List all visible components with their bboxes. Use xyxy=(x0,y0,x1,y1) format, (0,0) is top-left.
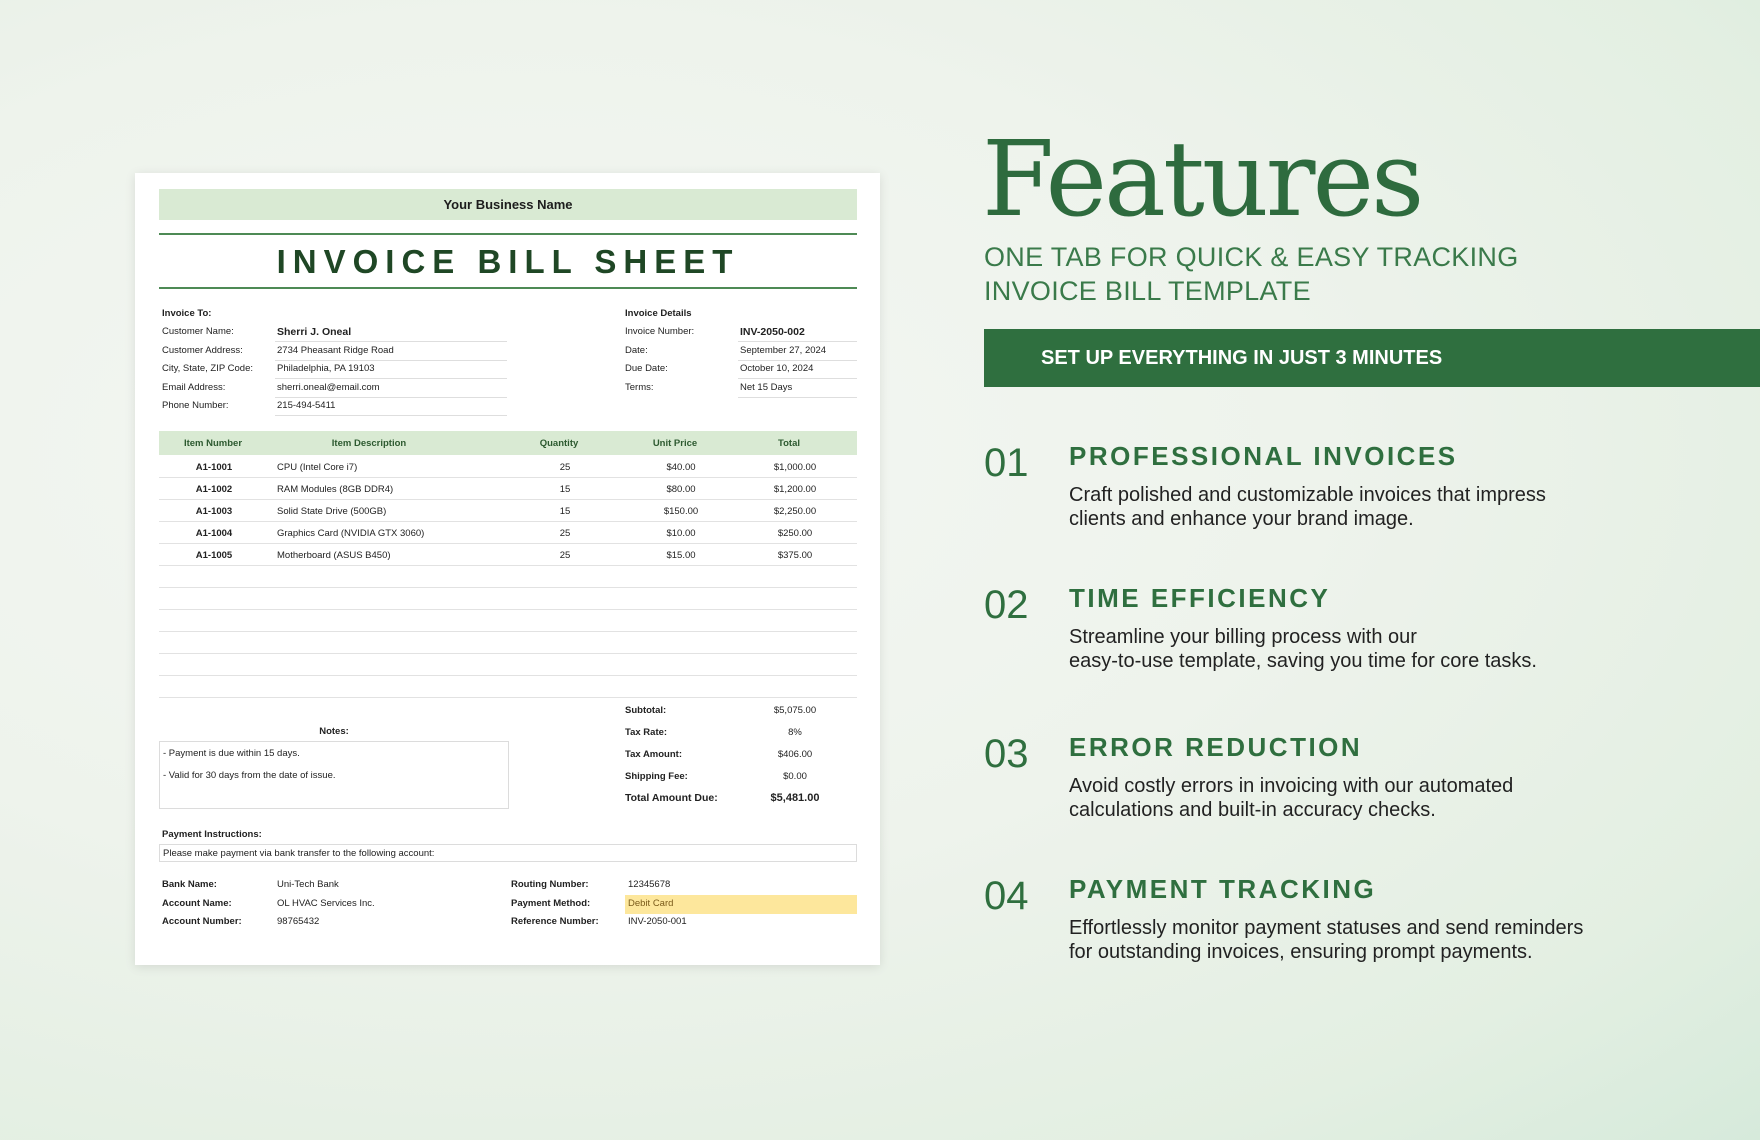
table-row-line xyxy=(159,675,857,676)
email-label: Email Address: xyxy=(162,382,226,393)
table-cell: A1-1003 xyxy=(195,506,233,517)
city-label: City, State, ZIP Code: xyxy=(162,363,253,374)
feature-heading: PAYMENT TRACKING xyxy=(1069,874,1377,904)
feature-number: 04 xyxy=(984,874,1029,918)
terms-value: Net 15 Days xyxy=(740,382,793,393)
feature-description: Effortlessly monitor payment statuses and send reminders xyxy=(1069,917,1584,939)
col-description: Item Description xyxy=(331,438,407,449)
table-cell: A1-1001 xyxy=(195,462,233,473)
field-underline xyxy=(275,341,507,342)
note-line: - Valid for 30 days from the date of issue. xyxy=(163,770,336,781)
customer-address-value: 2734 Pheasant Ridge Road xyxy=(277,345,394,356)
customer-name-label: Customer Name: xyxy=(162,326,234,337)
col-item-number: Item Number xyxy=(183,438,243,449)
feature-description: easy-to-use template, saving you time for core tasks. xyxy=(1069,650,1537,672)
table-cell: $40.00 xyxy=(666,462,696,473)
table-row-line xyxy=(159,631,857,632)
phone-value: 215-494-5411 xyxy=(277,400,336,411)
table-cell: CPU (Intel Core i7) xyxy=(277,462,358,473)
note-line: - Payment is due within 15 days. xyxy=(163,748,300,759)
account-number-label: Account Number: xyxy=(162,916,242,927)
table-cell: $15.00 xyxy=(666,550,696,561)
feature-description: calculations and built-in accuracy checks. xyxy=(1069,799,1436,821)
table-row-line xyxy=(159,587,857,588)
invoice-sheet xyxy=(135,173,880,965)
date-label: Date: xyxy=(625,345,648,356)
col-quantity: Quantity xyxy=(539,438,579,449)
table-cell: $10.00 xyxy=(666,528,696,539)
table-row-line xyxy=(159,609,857,610)
setup-banner: SET UP EVERYTHING IN JUST 3 MINUTES xyxy=(984,329,1760,387)
title-rule-bottom xyxy=(159,287,857,289)
field-underline xyxy=(275,378,507,379)
table-row-line xyxy=(159,477,857,478)
due-date-label: Due Date: xyxy=(625,363,668,374)
field-underline xyxy=(738,341,857,342)
table-cell: Solid State Drive (500GB) xyxy=(277,506,387,517)
tax-rate-value: 8% xyxy=(788,727,802,738)
shipping-label: Shipping Fee: xyxy=(625,771,688,782)
payment-instruction: Please make payment via bank transfer to the following account: xyxy=(163,848,435,859)
table-cell: 25 xyxy=(559,528,571,539)
field-underline xyxy=(738,378,857,379)
table-row-line xyxy=(159,565,857,566)
table-cell: $80.00 xyxy=(666,484,696,495)
field-underline xyxy=(738,360,857,361)
payment-method-value: Debit Card xyxy=(628,898,674,909)
feature-description: clients and enhance your brand image. xyxy=(1069,508,1414,530)
invoice-number-value: INV-2050-002 xyxy=(740,326,805,338)
table-cell: 15 xyxy=(559,484,571,495)
field-underline xyxy=(275,360,507,361)
features-subtitle-line2: INVOICE BILL TEMPLATE xyxy=(984,276,1311,306)
table-cell: 25 xyxy=(559,462,571,473)
table-cell: RAM Modules (8GB DDR4) xyxy=(277,484,394,495)
feature-number: 01 xyxy=(984,441,1029,485)
invoice-number-label: Invoice Number: xyxy=(625,326,695,337)
feature-heading: PROFESSIONAL INVOICES xyxy=(1069,441,1458,471)
table-cell: A1-1004 xyxy=(195,528,233,539)
table-cell: Motherboard (ASUS B450) xyxy=(277,550,391,561)
field-underline xyxy=(275,397,507,398)
features-subtitle-line1: ONE TAB FOR QUICK & EASY TRACKING xyxy=(984,242,1519,272)
date-value: September 27, 2024 xyxy=(740,345,827,356)
terms-label: Terms: xyxy=(625,382,654,393)
bank-name-value: Uni-Tech Bank xyxy=(277,879,339,890)
table-cell: $1,000.00 xyxy=(773,462,817,473)
table-cell: $375.00 xyxy=(777,550,813,561)
table-row-line xyxy=(159,521,857,522)
feature-description: for outstanding invoices, ensuring prompt payments. xyxy=(1069,941,1533,963)
invoice-to-heading: Invoice To: xyxy=(162,308,212,319)
details-heading: Invoice Details xyxy=(625,308,692,319)
reference-number-label: Reference Number: xyxy=(511,916,599,927)
col-unit-price: Unit Price xyxy=(652,438,698,449)
items-table-header xyxy=(159,431,857,455)
field-underline xyxy=(738,397,857,398)
feature-description: Avoid costly errors in invoicing with our automated xyxy=(1069,775,1514,797)
tax-amount-label: Tax Amount: xyxy=(625,749,682,760)
invoice-title: INVOICE BILL SHEET xyxy=(276,243,740,280)
feature-number: 03 xyxy=(984,732,1029,776)
subtotal-label: Subtotal: xyxy=(625,705,667,716)
account-number-value: 98765432 xyxy=(277,916,320,927)
payment-heading: Payment Instructions: xyxy=(162,829,262,840)
subtotal-value: $5,075.00 xyxy=(773,705,817,716)
customer-name-value: Sherri J. Oneal xyxy=(277,326,352,338)
title-rule-top xyxy=(159,233,857,235)
field-underline xyxy=(275,415,507,416)
table-cell: 15 xyxy=(559,506,571,517)
table-cell: 25 xyxy=(559,550,571,561)
feature-description: Craft polished and customizable invoices that impress xyxy=(1069,484,1546,506)
table-row-line xyxy=(159,499,857,500)
table-cell: A1-1005 xyxy=(195,550,233,561)
feature-number: 02 xyxy=(984,583,1029,627)
account-name-value: OL HVAC Services Inc. xyxy=(277,898,375,909)
business-name: Your Business Name xyxy=(159,189,857,220)
phone-label: Phone Number: xyxy=(162,400,229,411)
payment-instruction-box xyxy=(159,844,857,862)
shipping-value: $0.00 xyxy=(783,771,807,782)
table-row-line xyxy=(159,543,857,544)
city-value: Philadelphia, PA 19103 xyxy=(277,363,375,374)
table-cell: $1,200.00 xyxy=(773,484,817,495)
feature-heading: TIME EFFICIENCY xyxy=(1069,583,1331,613)
table-cell: $2,250.00 xyxy=(773,506,817,517)
tax-amount-value: $406.00 xyxy=(777,749,813,760)
table-cell: $150.00 xyxy=(663,506,699,517)
account-name-label: Account Name: xyxy=(162,898,232,909)
table-cell: A1-1002 xyxy=(195,484,233,495)
email-value: sherri.oneal@email.com xyxy=(277,382,380,393)
tax-rate-label: Tax Rate: xyxy=(625,727,668,738)
payment-method-label: Payment Method: xyxy=(511,898,591,909)
table-cell: Graphics Card (NVIDIA GTX 3060) xyxy=(277,528,425,539)
routing-number-label: Routing Number: xyxy=(511,879,589,890)
due-date-value: October 10, 2024 xyxy=(740,363,814,374)
total-due-label: Total Amount Due: xyxy=(625,792,718,804)
reference-number-value: INV-2050-001 xyxy=(628,916,687,927)
table-row-line xyxy=(159,697,857,698)
bank-name-label: Bank Name: xyxy=(162,879,217,890)
table-cell: $250.00 xyxy=(777,528,813,539)
feature-heading: ERROR REDUCTION xyxy=(1069,732,1363,762)
customer-address-label: Customer Address: xyxy=(162,345,243,356)
feature-description: Streamline your billing process with our xyxy=(1069,626,1417,648)
col-total: Total xyxy=(778,438,800,449)
notes-box xyxy=(159,741,509,809)
features-title: Features xyxy=(982,118,1422,240)
routing-number-value: 12345678 xyxy=(628,879,671,890)
total-due-value: $5,481.00 xyxy=(770,792,820,804)
notes-heading: Notes: xyxy=(319,726,349,737)
table-row-line xyxy=(159,653,857,654)
